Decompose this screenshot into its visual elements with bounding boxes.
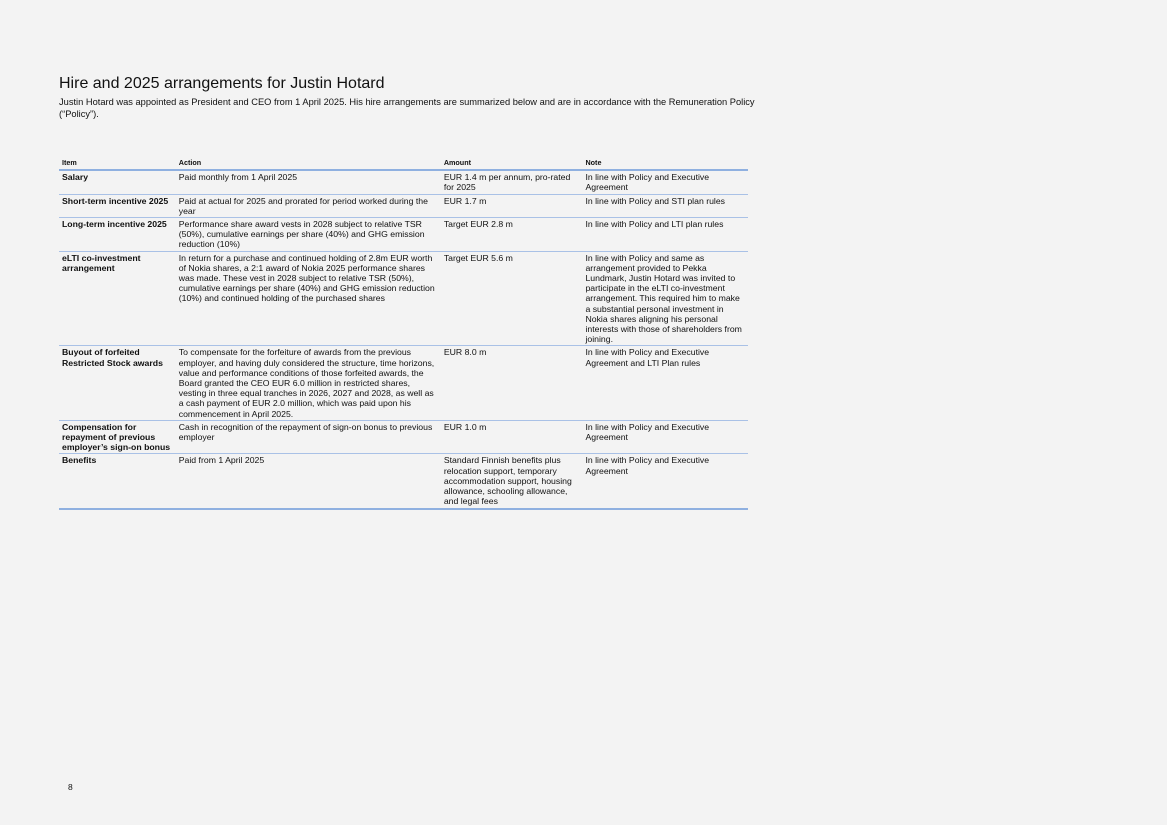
row-action: To compensate for the forfeiture of awards from the previous employer, and having duly considered the structure, time horizons, value and performance conditions of those forfeited awards, the Board granted the CEO EUR 6.0 million in restricted shares, vesting in three equal tranches in 2026, 2027 and 2028, as well as a cash payment of EUR 2.0 million, which was paid upon his commencement in April 2025. bbox=[176, 346, 441, 420]
row-action: Paid at actual for 2025 and prorated for period worked during the year bbox=[176, 194, 441, 217]
header-note: Note bbox=[582, 156, 748, 170]
row-amount: EUR 1.7 m bbox=[441, 194, 583, 217]
page-title: Hire and 2025 arrangements for Justin Hotard bbox=[59, 75, 385, 92]
row-amount: EUR 1.4 m per annum, pro-rated for 2025 bbox=[441, 170, 583, 194]
row-amount: Target EUR 2.8 m bbox=[441, 218, 583, 252]
row-item: Compensation for repayment of previous employer’s sign-on bonus bbox=[59, 420, 176, 454]
row-action: Performance share award vests in 2028 subject to relative TSR (50%), cumulative earnings per share (40%) and GHG emission reduction (10%) bbox=[176, 218, 441, 252]
row-action: Paid monthly from 1 April 2025 bbox=[176, 170, 441, 194]
table-row bbox=[59, 170, 748, 194]
row-action: Paid from 1 April 2025 bbox=[176, 454, 441, 509]
table-row bbox=[59, 194, 748, 217]
row-note: In line with Policy and LTI plan rules bbox=[582, 218, 748, 252]
header-action: Action bbox=[176, 156, 441, 170]
row-note: In line with Policy and Executive Agreement and LTI Plan rules bbox=[582, 346, 748, 420]
row-item: eLTI co-investment arrangement bbox=[59, 251, 176, 346]
row-item: Salary bbox=[59, 170, 176, 194]
header-amount: Amount bbox=[441, 156, 583, 170]
table-row bbox=[59, 454, 748, 509]
row-amount: Target EUR 5.6 m bbox=[441, 251, 583, 346]
row-amount: Standard Finnish benefits plus relocation support, temporary accommodation support, housing allowance, schooling allowance, and legal fees bbox=[441, 454, 583, 509]
row-amount: EUR 8.0 m bbox=[441, 346, 583, 420]
page-number: 8 bbox=[68, 782, 73, 792]
table-row bbox=[59, 420, 748, 454]
row-note: In line with Policy and Executive Agreement bbox=[582, 454, 748, 509]
hire-arrangements-table bbox=[59, 156, 748, 510]
row-item: Short-term incentive 2025 bbox=[59, 194, 176, 217]
intro-paragraph: Justin Hotard was appointed as President and CEO from 1 April 2025. His hire arrangements are summarized below and are in accordance with the Remuneration Policy (“Policy”). bbox=[59, 97, 755, 119]
row-item: Benefits bbox=[59, 454, 176, 509]
table-row bbox=[59, 346, 748, 420]
table-row bbox=[59, 251, 748, 346]
row-note: In line with Policy and STI plan rules bbox=[582, 194, 748, 217]
row-item: Buyout of forfeited Restricted Stock awards bbox=[59, 346, 176, 420]
row-note: In line with Policy and Executive Agreement bbox=[582, 420, 748, 454]
row-amount: EUR 1.0 m bbox=[441, 420, 583, 454]
table-row bbox=[59, 218, 748, 252]
row-note: In line with Policy and same as arrangement provided to Pekka Lundmark, Justin Hotard was invited to participate in the eLTI co-investment arrangement. This required him to make a substantial personal investment in Nokia shares aligning his personal interests with those of shareholders from joining. bbox=[582, 251, 748, 346]
row-note: In line with Policy and Executive Agreement bbox=[582, 170, 748, 194]
row-item: Long-term incentive 2025 bbox=[59, 218, 176, 252]
row-action: Cash in recognition of the repayment of sign-on bonus to previous employer bbox=[176, 420, 441, 454]
header-item: Item bbox=[59, 156, 176, 170]
table-header-row bbox=[59, 156, 748, 170]
row-action: In return for a purchase and continued holding of 2.8m EUR worth of Nokia shares, a 2:1 award of Nokia 2025 performance shares was made. These vest in 2028 subject to relative TSR (50%), cumulative earnings per share (40%) and GHG emission reduction (10%) and continued holding of the purchased shares bbox=[176, 251, 441, 346]
